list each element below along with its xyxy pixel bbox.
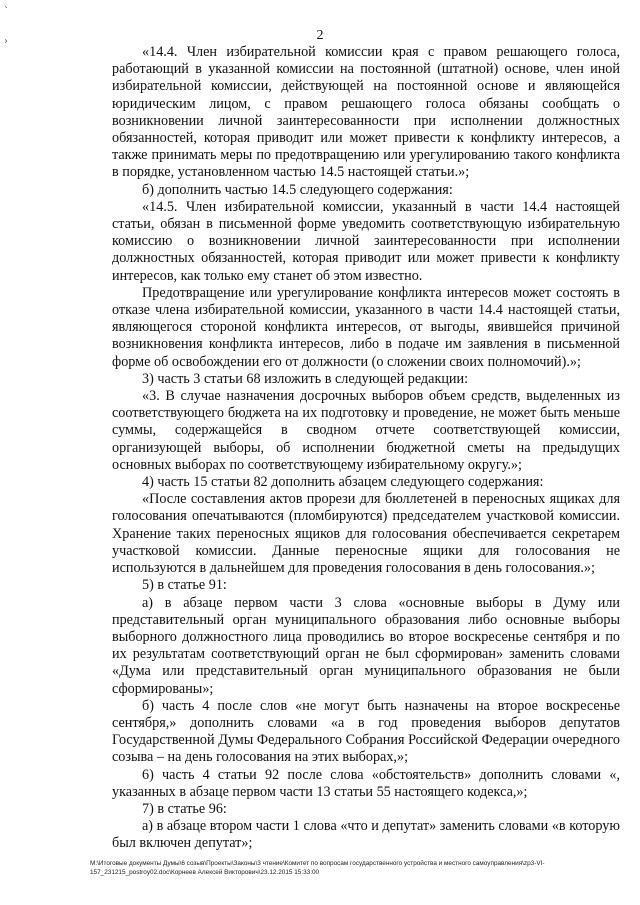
paragraph: а) в абзаце втором части 1 слова «что и депутат» заменить словами «в которую был включен депутат»; [112, 818, 620, 852]
paragraph: «После составления актов прорези для бюллетеней в переносных ящиках для голосования опечатываются (пломбируются) председателем участковой комиссии. Хранение таких переносных ящиков для голосования обеспечивается секретарем участковой комиссии. Данные переносные ящики для голосования не используются в дальнейшем для проведения голосования в день голосования.»; [112, 491, 620, 577]
document-body [112, 44, 620, 853]
paragraph: а) в абзаце первом части 3 слова «основные выборы в Думу или представительный орган муниципального образования либо основные выборы выборного должностного лица проводились во второе воскресенье сентября и по их результатам соответствующий орган не был сформирован» заменить словами «Дума или представительный орган муниципального образования не были сформированы»; [112, 594, 620, 697]
scan-mark: › [4, 36, 8, 47]
paragraph: Предотвращение или урегулирование конфликта интересов может состоять в отказе члена избирательной комиссии, указанного в части 14.4 настоящей статьи, являющегося стороной конфликта интересов, от выгоды, явившейся причиной возникновения конфликта интересов, либо в подаче им заявления в письменной форме об освобождении его от должности (о сложении своих полномочий).»; [112, 284, 620, 370]
paragraph: 3) часть 3 статьи 68 изложить в следующей редакции: [142, 370, 469, 387]
paragraph: 6) часть 4 статьи 92 после слова «обстоятельств» дополнить словами «, указанных в абзаце первом части 13 статьи 55 настоящего кодекса,»; [112, 766, 620, 800]
paragraph: б) часть 4 после слов «не могут быть назначены на второе воскресенье сентября,» дополнить словами «а в год проведения выборов депутатов Государственной Думы Федерального Собрания Российской Федерации очередного созыва – на день голосования на этих выборах,»; [112, 697, 620, 766]
scan-mark: ˋ [4, 6, 9, 17]
paragraph: 5) в статье 91: [142, 577, 227, 594]
paragraph: б) дополнить частью 14.5 следующего содержания: [142, 181, 453, 198]
paragraph: «3. В случае назначения досрочных выборов объем средств, выделенных из соответствующего бюджета на их подготовку и проведение, не может быть меньше суммы, содержащейся в сводном отчете соответствующей комиссии, организующей выборы, об исполнении бюджетной сметы на предыдущих основных выборах по соответствующему избирательному округу.»; [112, 388, 620, 473]
paragraph: «14.4. Член избирательной комиссии края с правом решающего голоса, работающий в указанной комиссии на постоянной (штатной) основе, член иной избирательной комиссии, действующей на постоянной основе и являющейся юридическим лицом, с правом решающего голоса обязаны сообщать о возникновении личной заинтересованности при исполнении должностных обязанностей, которая приводит или может привести к конфликту интересов, а также принимать меры по предотвращению или урегулированию такого конфликта в порядке, установленном частью 14.5 настоящей статьи.»; [112, 44, 620, 181]
file-path-footer: M:\Итоговые документы Думы\6 созыв\Проекты\Законы\3 чтение\Комитет по вопросам государственного устройства и местного самоуправления\zp3-VI-157_231215_postroy02.doc\Корнеев Алексей Викторович\23.12.2015 15:33:00 [90, 860, 545, 876]
paragraph: 7) в статье 96: [142, 800, 227, 817]
paragraph: «14.5. Член избирательной комиссии, указанный в части 14.4 настоящей статьи, обязан в письменной форме уведомить соответствующую избирательную комиссию о возникновении личной заинтересованности при исполнении должностных обязанностей, которая приводит или может привести к конфликту интересов, как только ему станет об этом известно. [112, 198, 620, 284]
paragraph: 4) часть 15 статьи 82 дополнить абзацем следующего содержания: [142, 474, 544, 491]
page-number: 2 [316, 28, 324, 43]
